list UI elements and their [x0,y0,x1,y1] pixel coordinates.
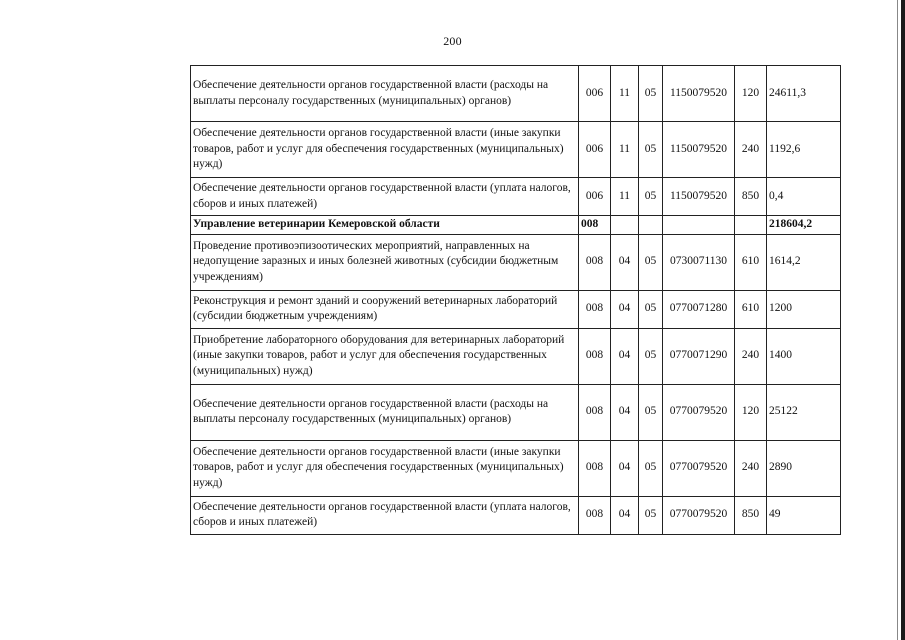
dept-code: 008 [579,234,611,290]
row-name: Обеспечение деятельности органов государственной власти (иные закупки товаров, работ и услуг для обеспечения государственных (муниципальных) нужд) [191,122,579,178]
subsection-code: 05 [639,122,663,178]
expense-type: 610 [735,290,767,328]
section-code: 04 [611,328,639,384]
section-code: 04 [611,440,639,496]
amount: 2890 [767,440,841,496]
row-name: Обеспечение деятельности органов государственной власти (иные закупки товаров, работ и услуг для обеспечения государственных (муниципальных) нужд) [191,440,579,496]
scan-edge-line [897,0,898,640]
table-row [191,216,841,235]
subsection-code: 05 [639,496,663,534]
amount: 1200 [767,290,841,328]
dept-code: 006 [579,178,611,216]
table-body [191,66,841,535]
target-article: 1150079520 [663,178,735,216]
page-number: 200 [443,34,462,48]
expense-type [735,216,767,235]
expense-type: 850 [735,178,767,216]
subsection-code [639,216,663,235]
target-article [663,216,735,235]
expense-type: 610 [735,234,767,290]
amount: 0,4 [767,178,841,216]
row-name: Приобретение лабораторного оборудования для ветеринарных лабораторий (иные закупки товаров, работ и услуг для обеспечения государственных (муниципальных) нужд) [191,328,579,384]
section-code: 11 [611,66,639,122]
table-row [191,328,841,384]
target-article: 0770071290 [663,328,735,384]
row-name: Обеспечение деятельности органов государственной власти (расходы на выплаты персоналу государственных (муниципальных) органов) [191,66,579,122]
dept-code: 006 [579,122,611,178]
target-article: 0770079520 [663,440,735,496]
amount: 1400 [767,328,841,384]
dept-code: 006 [579,66,611,122]
section-code: 04 [611,290,639,328]
target-article: 0770079520 [663,384,735,440]
row-name: Обеспечение деятельности органов государственной власти (расходы на выплаты персоналу государственных (муниципальных) органов) [191,384,579,440]
amount: 1192,6 [767,122,841,178]
section-code: 11 [611,178,639,216]
dept-code: 008 [579,496,611,534]
scan-edge [901,0,905,640]
subsection-code: 05 [639,328,663,384]
budget-table [190,65,841,535]
subsection-code: 05 [639,178,663,216]
subsection-code: 05 [639,290,663,328]
section-code: 04 [611,496,639,534]
section-code: 04 [611,234,639,290]
subsection-code: 05 [639,440,663,496]
expense-type: 120 [735,66,767,122]
target-article: 0770071280 [663,290,735,328]
amount: 49 [767,496,841,534]
amount: 24611,3 [767,66,841,122]
amount: 1614,2 [767,234,841,290]
row-name: Обеспечение деятельности органов государственной власти (уплата налогов, сборов и иных платежей) [191,178,579,216]
dept-code: 008 [579,290,611,328]
expense-type: 240 [735,440,767,496]
expense-type: 240 [735,328,767,384]
row-name: Управление ветеринарии Кемеровской области [191,216,579,235]
section-code: 11 [611,122,639,178]
dept-code: 008 [579,384,611,440]
row-name: Проведение противоэпизоотических мероприятий, направленных на недопущение заразных и иных болезней животных (субсидии бюджетным учреждениям) [191,234,579,290]
target-article: 1150079520 [663,122,735,178]
row-name: Реконструкция и ремонт зданий и сооружений ветеринарных лабораторий (субсидии бюджетным учреждениям) [191,290,579,328]
expense-type: 120 [735,384,767,440]
subsection-code: 05 [639,66,663,122]
table-row [191,440,841,496]
subsection-code: 05 [639,234,663,290]
table-row [191,290,841,328]
section-code: 04 [611,384,639,440]
target-article: 1150079520 [663,66,735,122]
subsection-code: 05 [639,384,663,440]
target-article: 0770079520 [663,496,735,534]
row-name: Обеспечение деятельности органов государственной власти (уплата налогов, сборов и иных платежей) [191,496,579,534]
table-row [191,384,841,440]
table-row [191,122,841,178]
table-row [191,234,841,290]
dept-code: 008 [579,216,611,235]
dept-code: 008 [579,328,611,384]
section-code [611,216,639,235]
amount: 218604,2 [767,216,841,235]
expense-type: 240 [735,122,767,178]
amount: 25122 [767,384,841,440]
table-row [191,178,841,216]
table-row [191,496,841,534]
target-article: 0730071130 [663,234,735,290]
expense-type: 850 [735,496,767,534]
table-row [191,66,841,122]
dept-code: 008 [579,440,611,496]
